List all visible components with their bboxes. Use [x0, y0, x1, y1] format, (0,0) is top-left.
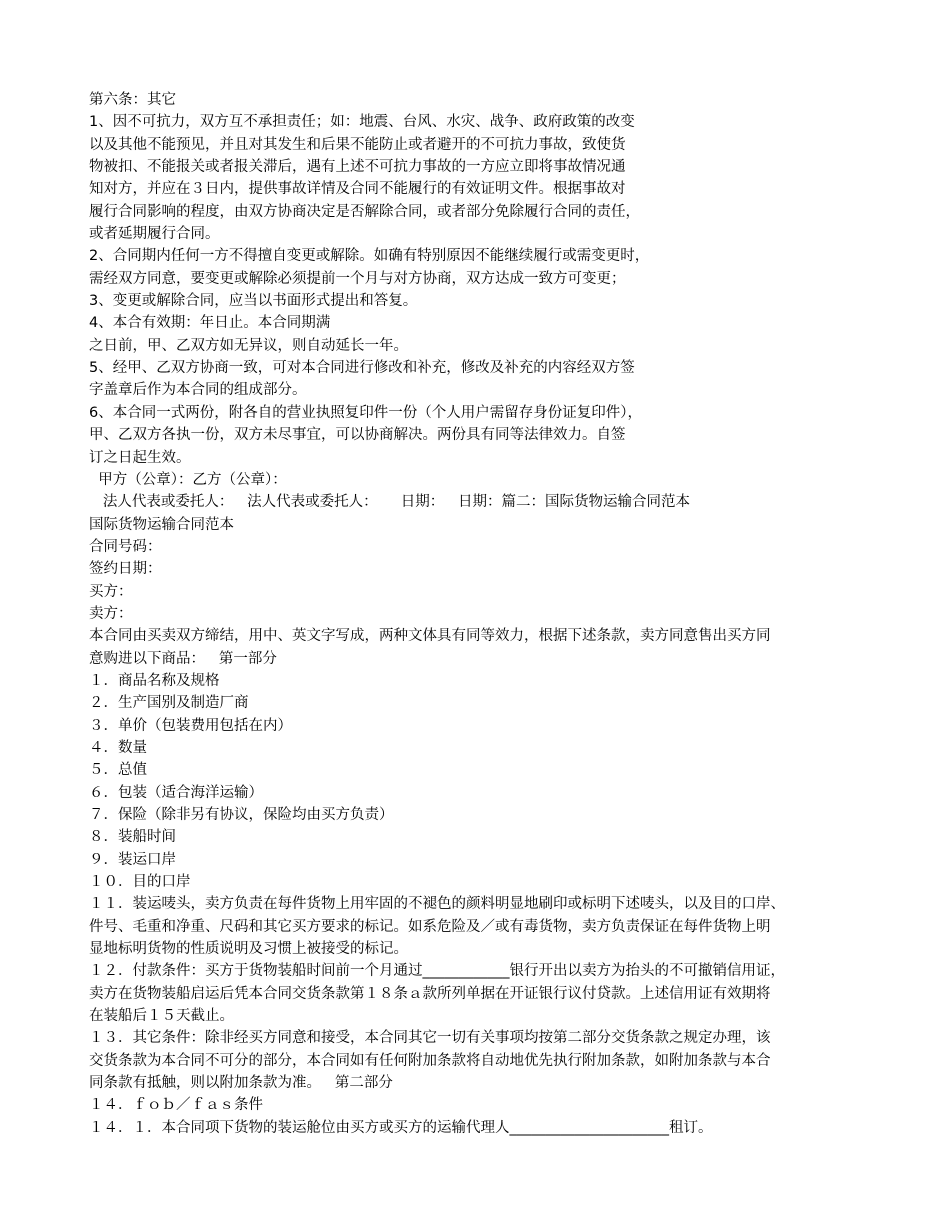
text-line: 或者延期履行合同。 — [89, 226, 220, 243]
text-line: ６．包装（适合海洋运输） — [89, 784, 263, 801]
text-line: 卖方在货物装船启运后凭本合同交货条款第１８条ａ款所列单据在开证银行议付贷款。上述信用证有效期将 — [89, 985, 771, 1002]
text-line: ７．保险（除非另有协议，保险均由买方负责） — [89, 807, 394, 823]
text-line: 交货条款为本合同不可分的部分，本合同如有任何附加条款将自动地优先执行附加条款，如附加条款与本合 — [89, 1052, 771, 1069]
text-line: 合同号码： — [89, 538, 162, 555]
text-line: １０．目的口岸 — [89, 874, 191, 891]
text-line: 甲、乙双方各执一份，双方未尽事宜，可以协商解决。两份具有同等法律效力。自签 — [89, 427, 626, 444]
text-line: 4、本合有效期：年日止。本合同期满 — [89, 315, 331, 332]
text-line: 同条款有抵触，则以附加条款为准。 第二部分 — [89, 1075, 393, 1092]
text-line: 1、因不可抗力，双方互不承担责任；如：地震、台风、水灾、战争、政府政策的改变 — [89, 114, 635, 131]
document-body — [89, 89, 879, 1139]
section-heading: 第六条：其它 — [89, 92, 176, 108]
text-line: 在装船后１５天截止。 — [89, 1008, 234, 1025]
text-line: 之日前，甲、乙双方如无异议，则自动延长一年。 — [89, 337, 408, 354]
text-line: 字盖章后作为本合同的组成部分。 — [89, 382, 307, 399]
text-line: 履行合同影响的程度，由双方协商决定是否解除合同，或者部分免除履行合同的责任， — [89, 203, 640, 220]
text-line: ９．装运口岸 — [89, 851, 176, 868]
text-line: 知对方，并应在３日内，提供事故详情及合同不能履行的有效证明文件。根据事故对 — [89, 181, 626, 198]
text-line: 件号、毛重和净重、尺码和其它买方要求的标记。如系危险及／或有毒货物，卖方负责保证在每件货物上明 — [89, 918, 771, 935]
text-line: ４．数量 — [89, 739, 147, 756]
text-line: 本合同由买卖双方缔结，用中、英文字写成，两种文体具有同等效力，根据下述条款，卖方同意售出买方同 — [89, 628, 771, 645]
text-line: 3、变更或解除合同，应当以书面形式提出和答复。 — [89, 293, 418, 310]
text-line: 2、合同期内任何一方不得擅自变更或解除。如确有特别原因不能继续履行或需变更时， — [89, 248, 650, 265]
text-line: １３．其它条件：除非经买方同意和接受，本合同其它一切有关事项均按第二部分交货条款之规定办理，该 — [89, 1030, 771, 1047]
text-line: 5、经甲、乙双方协商一致，可对本合同进行修改和补充，修改及补充的内容经双方签 — [89, 360, 635, 377]
text-line: 甲方（公章）：乙方（公章）： — [89, 471, 287, 488]
text-line: １２．付款条件：买方于货物装船时间前一个月通过____________银行开出以卖方为抬头的不可撤销信用证， — [89, 963, 785, 980]
text-line: 签约日期： — [89, 561, 162, 578]
text-line: １１．装运唛头，卖方负责在每件货物上用牢固的不褪色的颜料明显地刷印或标明下述唛头，以及目的口岸、 — [89, 896, 785, 913]
text-line: 国际货物运输合同范本 — [89, 516, 234, 533]
text-line: ３．单价（包装费用包括在内） — [89, 717, 292, 734]
text-line: 订之日起生效。 — [89, 449, 191, 466]
text-line: 卖方： — [89, 605, 133, 622]
text-line: 买方： — [89, 583, 133, 600]
text-line: １４．ｆｏｂ／ｆａｓ条件 — [89, 1097, 263, 1114]
text-line: 需经双方同意，要变更或解除必须提前一个月与对方协商，双方达成一致方可变更； — [89, 270, 626, 287]
text-line: 法人代表或委托人： 法人代表或委托人： 日期： 日期：篇二：国际货物运输合同范本 — [89, 494, 691, 511]
text-line: 显地标明货物的性质说明及习惯上被接受的标记。 — [89, 941, 408, 958]
text-line: １４．１．本合同项下货物的装运舱位由买方或买方的运输代理人______________________租订。 — [89, 1119, 713, 1136]
text-line: ８．装船时间 — [89, 829, 176, 846]
text-line: ２．生产国别及制造厂商 — [89, 695, 249, 712]
text-line: ５．总值 — [89, 762, 147, 779]
text-line: 物被扣、不能报关或者报关滞后，遇有上述不可抗力事故的一方应立即将事故情况通 — [89, 159, 626, 176]
text-line: 意购进以下商品： 第一部分 — [89, 650, 277, 667]
text-line: １．商品名称及规格 — [89, 672, 220, 689]
text-line: 6、本合同一式两份，附各自的营业执照复印件一份（个人用户需留存身份证复印件）， — [89, 404, 642, 421]
text-line: 以及其他不能预见，并且对其发生和后果不能防止或者避开的不可抗力事故，致使货 — [89, 136, 626, 153]
